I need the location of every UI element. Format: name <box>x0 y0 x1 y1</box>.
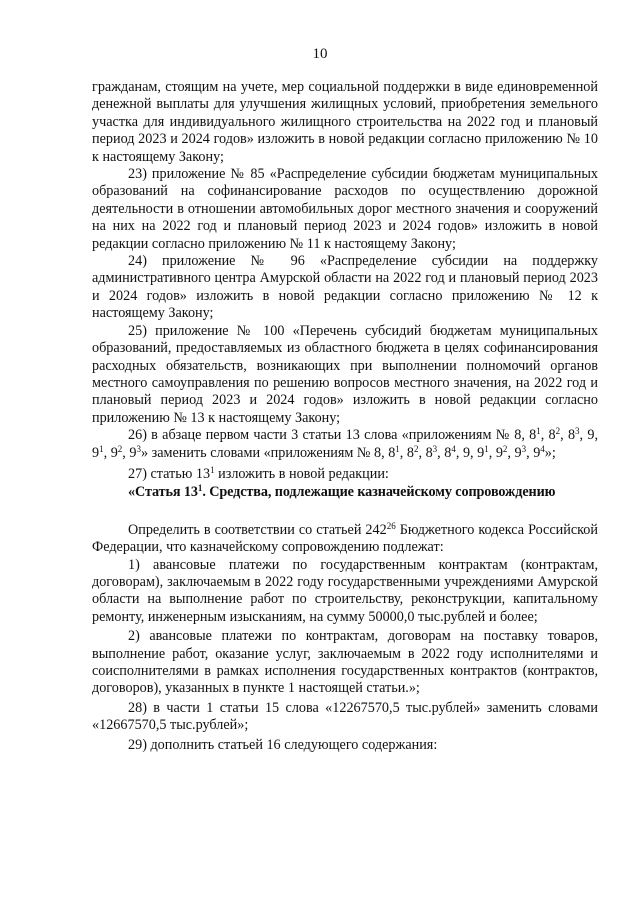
definition-sup: 26 <box>386 520 396 531</box>
heading-end: . Средства, подлежащие казначейскому сопровождению <box>202 484 556 501</box>
paragraph-definition <box>92 522 598 557</box>
paragraph-item-25: 25) приложение № 100 «Перечень субсидий бюджетам муниципальных образований, предоставляемых из областного бюджета в целях софинансирования расходных обязательств, возникающих при выполнении полномочий органов местного самоуправления по решению вопросов местного значения, на 2022 год и плановый период 2023 и 2024 годов» изложить в новой редакции согласно приложению № 13 к настоящему Закону; <box>92 322 598 426</box>
paragraph-item-29: 29) дополнить статьей 16 следующего содержания: <box>128 736 438 753</box>
heading-start: «Статья 13 <box>128 484 198 501</box>
item-26-end: »; <box>544 444 556 461</box>
paragraph-continuation: гражданам, стоящим на учете, мер социальной поддержки в виде единовременной денежной выплаты для улучшения жилищных условий, приобретения земельного участка для индивидуального жилищного строительства на 2022 год и плановый период 2023 и 2024 годов» изложить в новой редакции согласно приложению № 10 к настоящему Закону; <box>92 79 598 165</box>
item-27-start: 27) статью 13 <box>128 465 211 482</box>
page-number: 10 <box>312 46 328 62</box>
definition-start: Определить в соответствии со статьей 242 <box>128 521 387 538</box>
paragraph-item-28: 28) в части 1 статьи 15 слова «12267570,5 тыс.рублей» заменить словами «12667570,5 тыс.рублей»; <box>92 699 598 734</box>
paragraph-item-27: 27) статью $13^1$ изложить в новой редакции: <box>128 464 389 482</box>
definition-end: Бюджетного кодекса Российской Федерации, что казначейскому сопровождению подлежат: <box>92 521 598 556</box>
paragraph-item-26: 26) в абзаце первом части 3 статьи 13 слова «приложениям № 8, $8^1$, $8^2$, $8^3$, 9, $9^1$, $9^2$, $9^3$» заменить словами «приложениям № 8, $8^1$, $8^2$, $8^3$, $8^4$, 9, $9^1$, $9^2$, $9^3$, $9^4$»; <box>92 426 598 461</box>
item-27-end: изложить в новой редакции: <box>214 465 389 482</box>
item-26-start: 26) в абзаце первом части 3 статьи 13 слова «приложениям № 8, 8 <box>128 427 537 444</box>
document-body <box>92 79 598 754</box>
paragraph-subitem-2: 2) авансовые платежи по контрактам, договорам на поставку товаров, выполнение работ, оказание услуг, заключаемым в 2022 году исполнителями и соисполнителями в рамках исполнения государственных контрактов (контрактов, договоров), указанных в пункте 1 настоящей статьи.»; <box>92 628 598 697</box>
paragraph-subitem-1: 1) авансовые платежи по государственным контрактам (контрактам, договорам), заключаемым в 2022 году государственными учреждениями Амурской области на выполнение работ по строительству, реконструкции, капитальному ремонту, инженерным изысканиям, на сумму 50000,0 тыс.рублей и более; <box>92 556 598 625</box>
article-heading: «Статья $13^1$. Средства, подлежащие казначейскому сопровождению <box>128 483 556 501</box>
paragraph-item-24: 24) приложение № 96 «Распределение субсидии на поддержку административного центра Амурской области на 2022 год и плановый период 2023 и 2024 годов» изложить в новой редакции согласно приложению № 12 к настоящему Закону; <box>92 253 598 322</box>
item-26-mid: » заменить словами «приложениям № 8, 8 <box>140 444 396 461</box>
paragraph-item-23: 23) приложение № 85 «Распределение субсидии бюджетам муниципальных образований на софинансирование расходов по осуществлению дорожной деятельности в отношении автомобильных дорог местного значения и сооружений на них на 2022 год и плановый период 2023 и 2024 годов» изложить в новой редакции согласно приложению № 11 к настоящему Закону; <box>92 166 598 252</box>
